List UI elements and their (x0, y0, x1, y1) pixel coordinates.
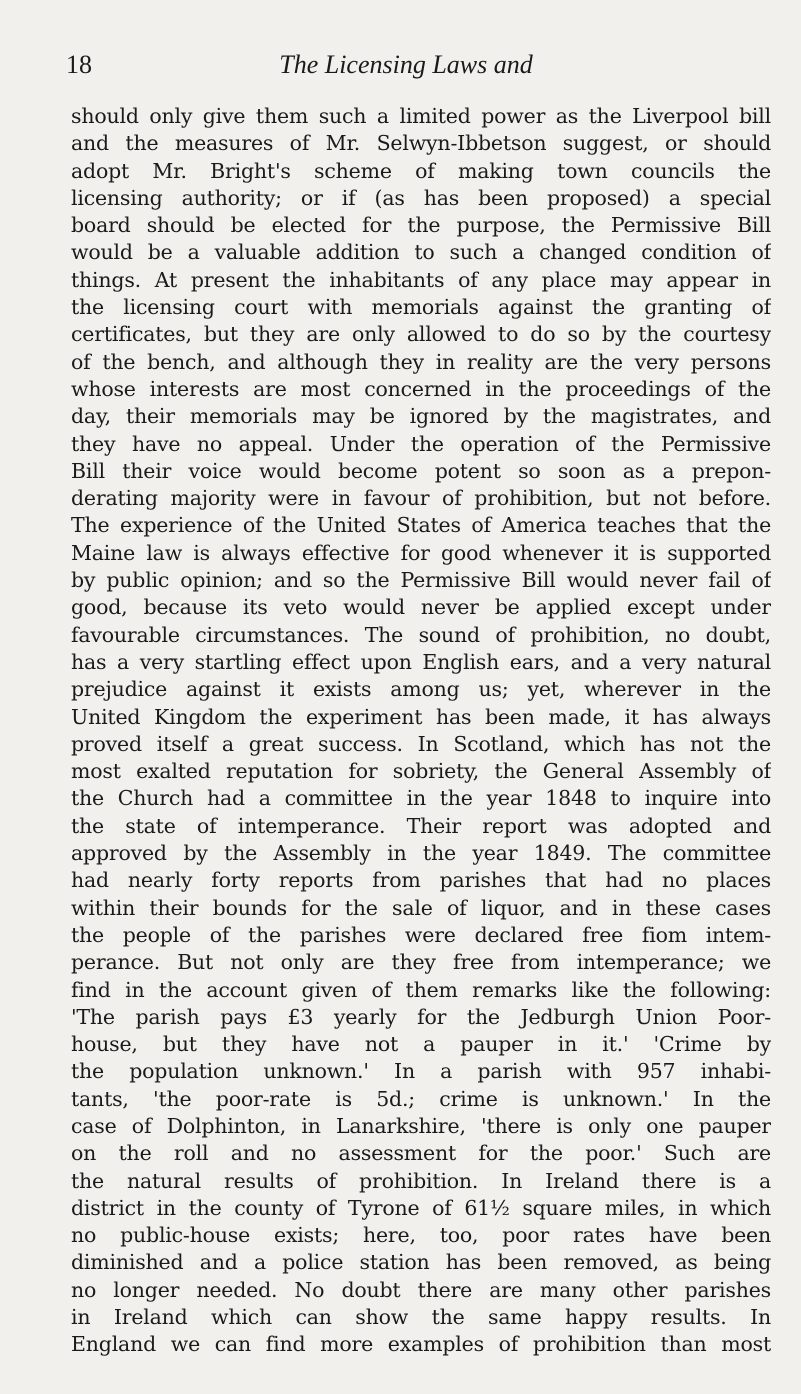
text-line: the Church had a committee in the year 1848 to inquire into (71, 786, 771, 811)
text-line: had nearly forty reports from parishes that had no places (71, 868, 771, 893)
body-paragraph (71, 103, 771, 1359)
text-line: the people of the parishes were declared free fiom intem- (71, 922, 771, 947)
text-line: certificates, but they are only allowed to do so by the courtesy (71, 322, 771, 347)
text-line: the population unknown.' In a parish with 957 inhabi- (71, 1059, 771, 1084)
text-line: tants, 'the poor-rate is 5d.; crime is unknown.' In the (71, 1086, 771, 1111)
text-line: house, but they have not a pauper in it.' 'Crime by (71, 1032, 771, 1057)
text-line: of the bench, and although they in reality are the very persons (71, 349, 771, 374)
text-line: would be a valuable addition to such a changed condition of (71, 240, 771, 265)
text-line: things. At present the inhabitants of any place may appear in (71, 267, 771, 292)
text-line: perance. But not only are they free from intemperance; we (71, 950, 771, 975)
page-header (66, 50, 746, 86)
text-line: derating majority were in favour of prohibition, but not before. (71, 486, 771, 511)
text-line: they have no appeal. Under the operation of the Permissive (71, 431, 771, 456)
text-line: adopt Mr. Bright's scheme of making town councils the (71, 158, 771, 183)
text-line: whose interests are most concerned in the proceedings of the (71, 376, 771, 401)
text-line: good, because its veto would never be applied except under (71, 595, 771, 620)
text-line: on the roll and no assessment for the poor.' Such are (71, 1141, 771, 1166)
text-line: the licensing court with memorials against the granting of (71, 295, 771, 320)
text-line: the state of intemperance. Their report was adopted and (71, 813, 771, 838)
text-line: the natural results of prohibition. In Ireland there is a (71, 1168, 771, 1193)
text-line: should only give them such a limited power as the Liverpool bill (71, 104, 771, 128)
text-line: no longer needed. No doubt there are many other parishes (71, 1277, 771, 1302)
text-line: 'The parish pays £3 yearly for the Jedburgh Union Poor- (71, 1004, 771, 1029)
text-line: find in the account given of them remarks like the following: (71, 977, 771, 1002)
text-line: most exalted reputation for sobriety, the General Assembly of (71, 759, 771, 784)
text-line: The experience of the United States of America teaches that the (71, 513, 771, 538)
text-line: has a very startling effect upon English ears, and a very natural (71, 649, 771, 674)
text-line: licensing authority; or if (as has been proposed) a special (71, 185, 771, 210)
page-number: 18 (66, 50, 92, 79)
text-line: no public-house exists; here, too, poor rates have been (71, 1223, 771, 1248)
text-line: by public opinion; and so the Permissive Bill would never fail of (71, 568, 771, 593)
text-line: prejudice against it exists among us; yet, wherever in the (71, 677, 771, 702)
text-line: Bill their voice would become potent so soon as a prepon- (71, 458, 771, 483)
text-line: and the measures of Mr. Selwyn-Ibbetson suggest, or should (71, 131, 771, 156)
text-line: board should be elected for the purpose, the Permissive Bill (71, 213, 771, 238)
text-line: diminished and a police station has been removed, as being (71, 1250, 771, 1275)
text-line: England we can find more examples of prohibition than most (71, 1332, 771, 1357)
text-line: approved by the Assembly in the year 1849. The committee (71, 841, 771, 866)
text-line: day, their memorials may be ignored by the magistrates, and (71, 404, 771, 429)
text-line: in Ireland which can show the same happy results. In (71, 1305, 771, 1330)
text-line: favourable circumstances. The sound of prohibition, no doubt, (71, 622, 771, 647)
text-line: Maine law is always effective for good whenever it is supported (71, 540, 771, 565)
running-title: The Licensing Laws and (279, 50, 533, 79)
text-line: case of Dolphinton, in Lanarkshire, 'there is only one pauper (71, 1113, 771, 1138)
text-line: district in the county of Tyrone of 61½ square miles, in which (71, 1195, 771, 1220)
text-line: proved itself a great success. In Scotland, which has not the (71, 731, 771, 756)
text-line: within their bounds for the sale of liquor, and in these cases (71, 895, 771, 920)
text-line: United Kingdom the experiment has been made, it has always (71, 704, 771, 729)
